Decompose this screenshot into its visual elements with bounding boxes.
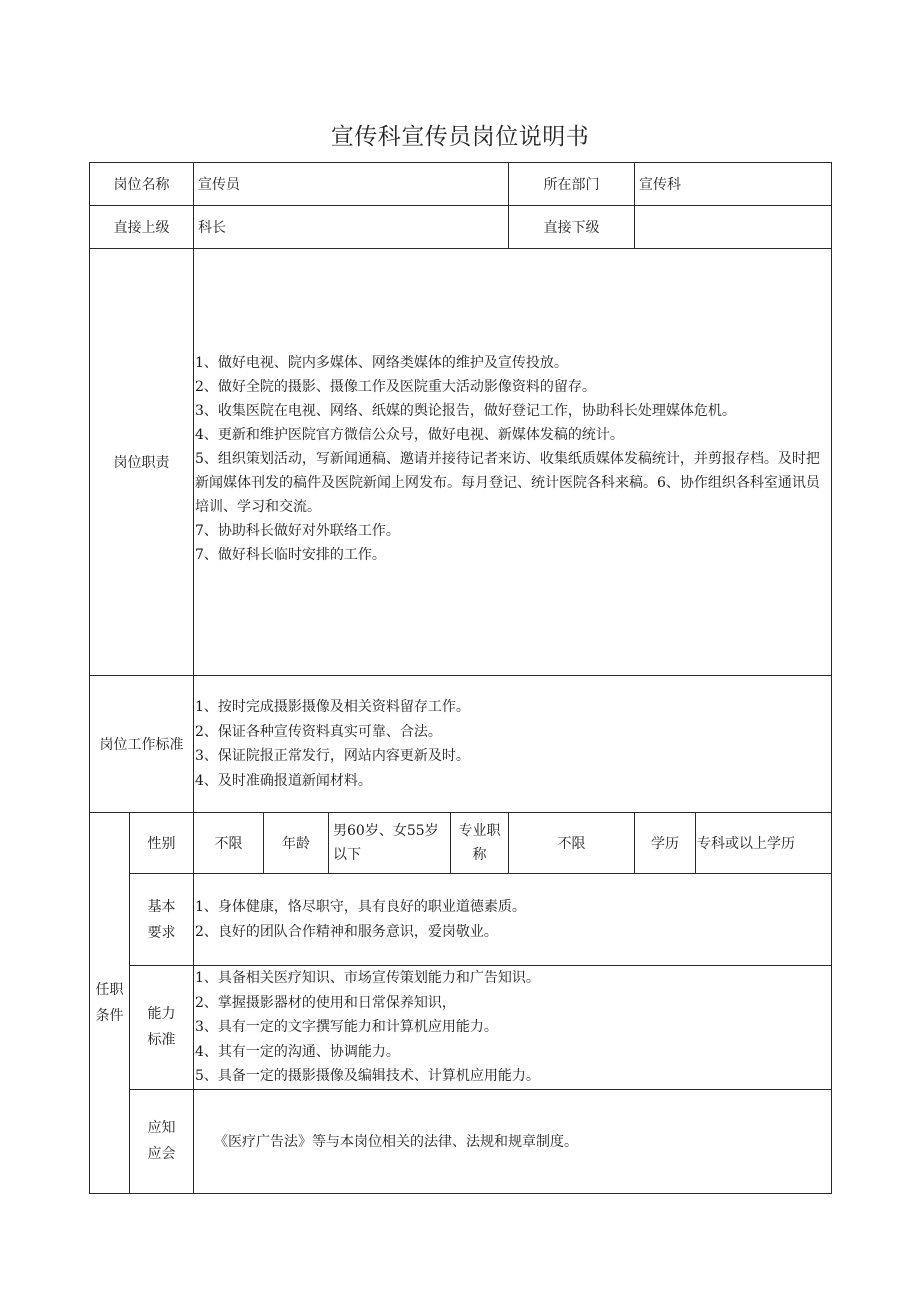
- duty-item: 7、做好科长临时安排的工作。: [195, 547, 386, 563]
- row-basic-requirements: [90, 874, 832, 966]
- superior-value: 科长: [194, 206, 509, 249]
- duty-item: 3、收集医院在电视、网络、纸媒的舆论报告，做好登记工作，协助科长处理媒体危机。: [195, 403, 736, 419]
- basic-req-item: 2、良好的团队合作精神和服务意识，爱岗敬业。: [195, 923, 498, 940]
- duty-item: 2、做好全院的摄影、摄像工作及医院重大活动影像资料的留存。: [195, 379, 596, 395]
- duty-item: 5、组织策划活动，写新闻通稿、邀请并接待记者来访、收集纸质媒体发稿统计，并剪报存档。及时把新闻媒体刊发的稿件及医院新闻上网发布。每月登记、统计医院各科来稿。6、协作组织各科室通讯员培训、学习和交流。: [195, 451, 820, 515]
- standard-item: 1、按时完成摄影摄像及相关资料留存工作。: [195, 699, 470, 715]
- age-value: 男60岁、女55岁以下: [329, 813, 451, 874]
- duty-item: 4、更新和维护医院官方微信公众号，做好电视、新媒体发稿的统计。: [195, 427, 624, 443]
- row-knowledge: [90, 1089, 832, 1193]
- duty-item: 7、协助科长做好对外联络工作。: [195, 523, 400, 539]
- row-superior: [90, 206, 832, 249]
- position-name-value: 宣传员: [194, 163, 509, 206]
- standard-item: 4、及时准确报道新闻材料。: [195, 772, 372, 789]
- ability-label: 能力标准: [130, 966, 194, 1090]
- ability-item: 4、其有一定的沟通、协调能力。: [195, 1043, 400, 1060]
- requirements-label: 任职条件: [90, 813, 130, 1194]
- duty-item: 1、做好电视、院内多媒体、网络类媒体的维护及宣传投放。: [195, 355, 568, 371]
- ability-content: [194, 966, 832, 1090]
- ability-item: 5、具备一定的摄影摄像及编辑技术、计算机应用能力。: [195, 1068, 540, 1084]
- pro-title-label: 专业职称: [451, 813, 509, 874]
- standards-label: 岗位工作标准: [90, 676, 194, 813]
- age-label: 年龄: [264, 813, 329, 874]
- subordinate-label: 直接下级: [509, 206, 635, 249]
- standard-item: 2、保证各种宣传资料真实可靠、合法。: [195, 723, 442, 740]
- knowledge-value: 《医疗广告法》等与本岗位相关的法律、法规和规章制度。: [194, 1089, 832, 1193]
- knowledge-label: 应知应会: [130, 1089, 194, 1193]
- basic-req-label: 基本要求: [130, 874, 194, 966]
- pro-title-value: 不限: [509, 813, 635, 874]
- standard-item: 3、保证院报正常发行，网站内容更新及时。: [195, 748, 470, 764]
- basic-req-item: 1、身体健康，恪尽职守，具有良好的职业道德素质。: [195, 899, 526, 915]
- gender-value: 不限: [194, 813, 264, 874]
- superior-label: 直接上级: [90, 206, 194, 249]
- position-name-label: 岗位名称: [90, 163, 194, 206]
- education-value: 专科或以上学历: [696, 813, 832, 874]
- ability-item: 1、具备相关医疗知识、市场宣传策划能力和广告知识。: [195, 970, 540, 986]
- page-title: 宣传科宣传员岗位说明书: [330, 124, 590, 150]
- job-description-table: [89, 162, 832, 1194]
- row-position-name: [90, 163, 832, 206]
- department-value: 宣传科: [635, 163, 832, 206]
- row-duties: [90, 249, 832, 676]
- duties-label: 岗位职责: [90, 249, 194, 676]
- row-attributes: [90, 813, 832, 874]
- gender-label: 性别: [130, 813, 194, 874]
- department-label: 所在部门: [509, 163, 635, 206]
- ability-item: 2、掌握摄影器材的使用和日常保养知识，: [195, 994, 456, 1011]
- duties-content: [194, 249, 832, 676]
- education-label: 学历: [635, 813, 696, 874]
- subordinate-value: [635, 206, 832, 249]
- row-ability-standards: [90, 966, 832, 1090]
- row-standards: [90, 676, 832, 813]
- basic-req-content: [194, 874, 832, 966]
- ability-item: 3、具有一定的文字撰写能力和计算机应用能力。: [195, 1019, 498, 1035]
- standards-content: [194, 676, 832, 813]
